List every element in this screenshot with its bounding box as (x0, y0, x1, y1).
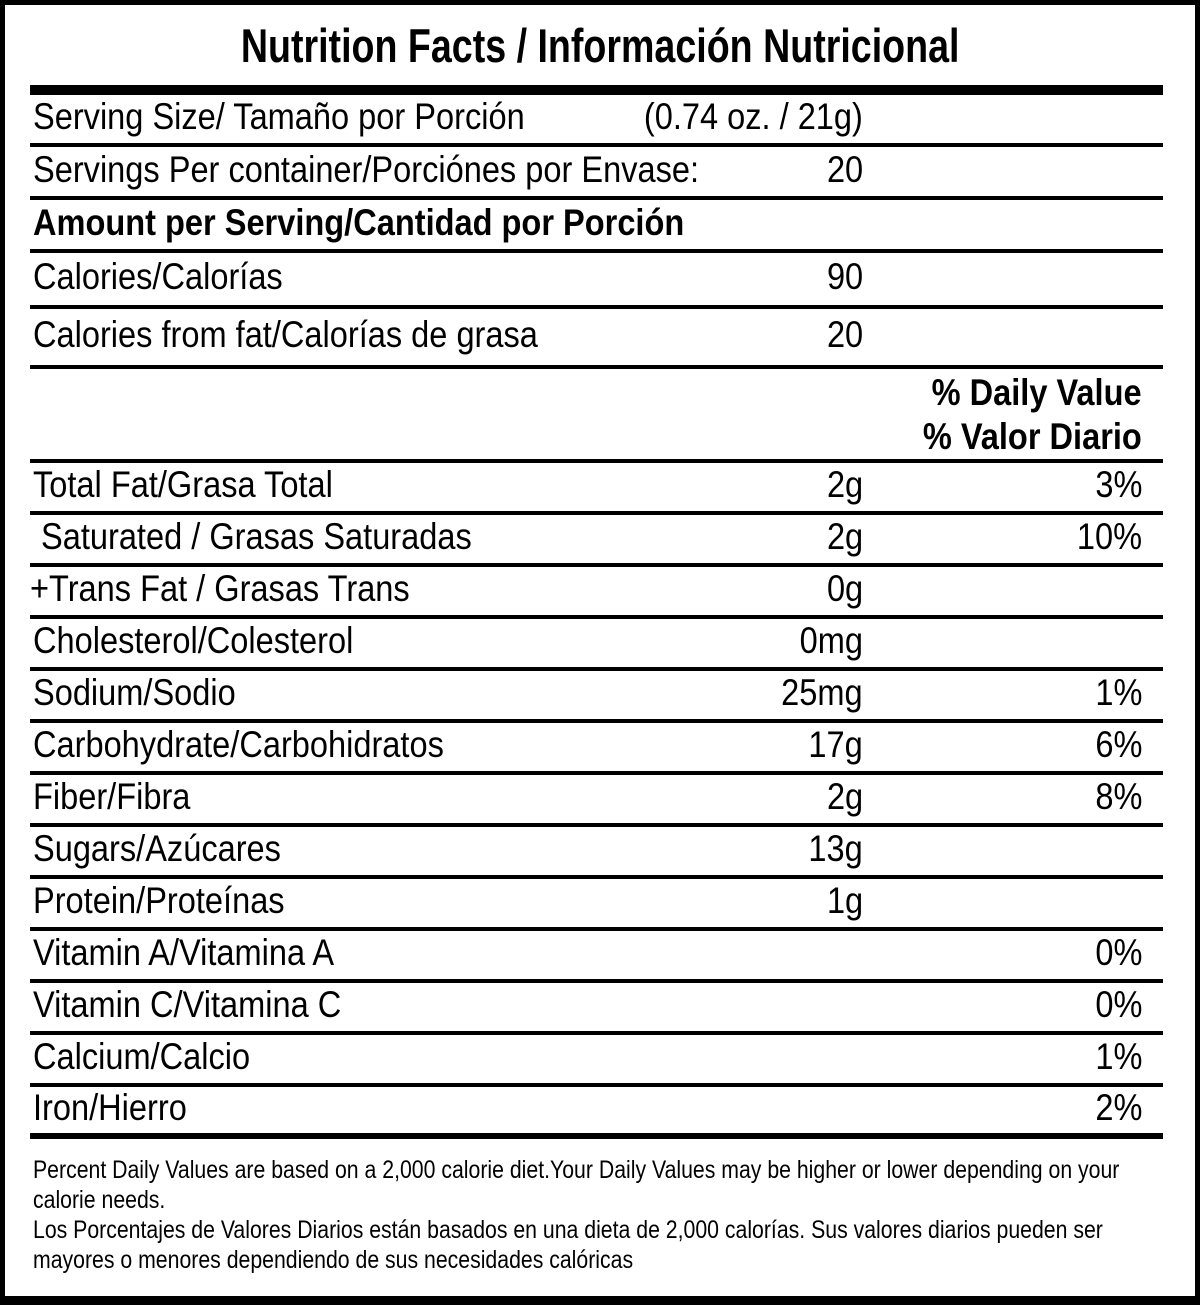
row-servings-per-container (30, 147, 1163, 200)
nutrient-label: Fiber/Fibra (33, 776, 191, 817)
nutrient-amount: (0.74 oz. / 21g) (643, 96, 863, 137)
nutrient-amount: 20 (826, 314, 863, 355)
nutrient-amount: 0mg (799, 620, 863, 661)
nutrient-amount: 2g (826, 516, 863, 557)
nutrient-amount: 25mg (781, 672, 863, 713)
nutrient-percent: 10% (1076, 516, 1142, 557)
footnote-line: calorie needs. (33, 1186, 166, 1214)
section-heading: Amount per Serving/Cantidad por Porción (33, 201, 685, 243)
nutrient-label: Iron/Hierro (33, 1087, 187, 1128)
daily-value-header-en: % Daily Value (932, 372, 1142, 413)
row-vitamin-a (30, 931, 1163, 983)
row-iron (30, 1087, 1163, 1139)
footnote-line: mayores o menores dependiendo de sus necesidades calóricas (33, 1246, 634, 1274)
nutrient-percent: 3% (1094, 464, 1142, 505)
label-title (5, 5, 1195, 85)
nutrient-amount: 17g (808, 724, 863, 765)
row-carbohydrate (30, 723, 1163, 775)
row-saturated-fat (30, 515, 1163, 567)
row-cholesterol (30, 619, 1163, 671)
nutrient-label: Calcium/Calcio (33, 1036, 251, 1077)
nutrient-amount: 13g (808, 828, 863, 869)
row-trans-fat (30, 567, 1163, 619)
nutrient-label: Sugars/Azúcares (33, 828, 281, 869)
row-amount-per-serving (30, 200, 1163, 253)
nutrient-label: Saturated / Grasas Saturadas (41, 516, 472, 557)
nutrient-percent: 1% (1094, 1036, 1142, 1077)
nutrient-label: Calories/Calorías (33, 256, 283, 297)
row-calcium (30, 1035, 1163, 1087)
nutrient-label: Protein/Proteínas (33, 880, 285, 921)
row-calories (30, 253, 1163, 309)
nutrient-label: Vitamin A/Vitamina A (33, 932, 335, 973)
nutrient-label: Sodium/Sodio (33, 672, 236, 713)
row-sodium (30, 671, 1163, 723)
row-serving-size (30, 95, 1163, 147)
nutrient-percent: 2% (1094, 1087, 1142, 1128)
row-total-fat (30, 463, 1163, 515)
nutrient-percent: 1% (1094, 672, 1142, 713)
nutrient-amount: 20 (826, 148, 863, 190)
nutrient-label: Vitamin C/Vitamina C (33, 984, 342, 1025)
nutrient-amount: 0g (826, 568, 863, 609)
nutrient-label: Total Fat/Grasa Total (33, 464, 333, 505)
nutrient-amount: 2g (826, 464, 863, 505)
daily-value-header-es: % Valor Diario (923, 416, 1142, 457)
nutrient-amount: 1g (826, 880, 863, 921)
footnote (33, 1155, 1165, 1275)
nutrient-label: Cholesterol/Colesterol (33, 620, 354, 661)
label-title-text: Nutrition Facts / Información Nutricional (240, 18, 960, 72)
nutrient-label: Serving Size/ Tamaño por Porción (33, 96, 525, 137)
nutrient-amount: 2g (826, 776, 863, 817)
footnote-line: Los Porcentajes de Valores Diarios están basados en una dieta de 2,000 calorías. Sus valores diarios pueden ser (33, 1216, 1103, 1244)
title-divider-bar (30, 85, 1163, 95)
row-vitamin-c (30, 983, 1163, 1035)
nutrient-percent: 0% (1094, 984, 1142, 1025)
nutrient-amount: 90 (826, 256, 863, 297)
nutrient-label: Calories from fat/Calorías de grasa (33, 314, 538, 355)
nutrient-label: Servings Per container/Porciónes por Envase: (33, 148, 700, 190)
nutrient-percent: 0% (1094, 932, 1142, 973)
nutrient-percent: 8% (1094, 776, 1142, 817)
row-fiber (30, 775, 1163, 827)
footnote-line: Percent Daily Values are based on a 2,000 calorie diet.Your Daily Values may be higher or lower depending on your (33, 1156, 1120, 1184)
daily-value-header (30, 369, 1163, 463)
row-calories-from-fat (30, 309, 1163, 369)
row-sugars (30, 827, 1163, 879)
nutrient-label: +Trans Fat / Grasas Trans (30, 568, 410, 609)
nutrient-label: Carbohydrate/Carbohidratos (33, 724, 444, 765)
nutrient-percent: 6% (1094, 724, 1142, 765)
row-protein (30, 879, 1163, 931)
